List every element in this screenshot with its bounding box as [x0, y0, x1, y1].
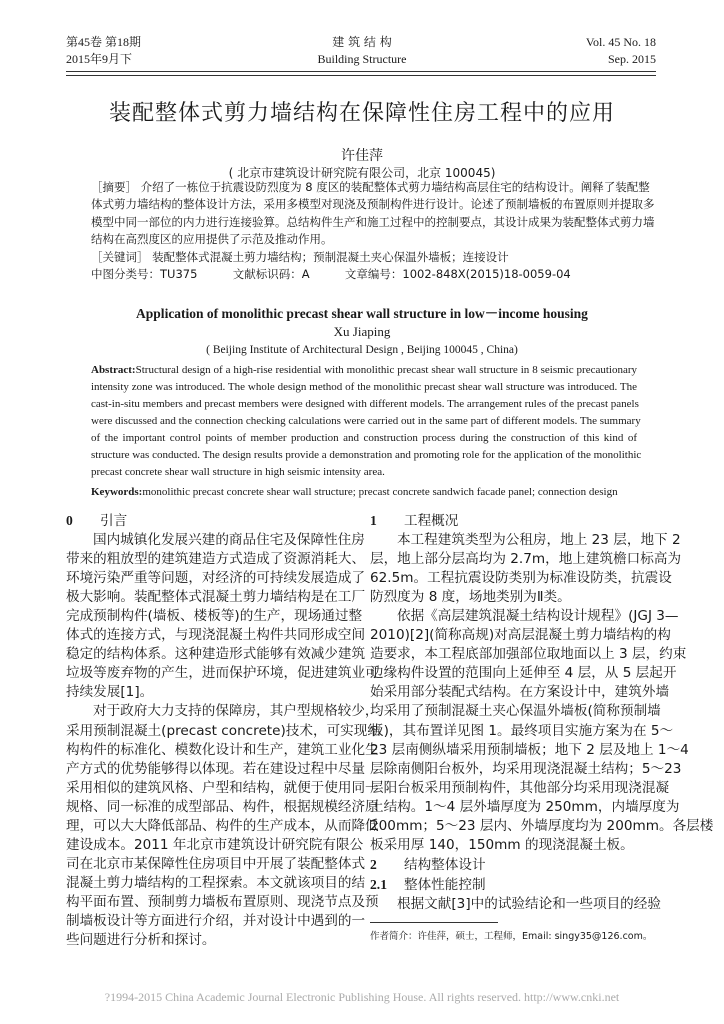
- volume-date: Sep. 2015: [608, 52, 656, 66]
- paragraph-line: 构构件的标准化、模数化设计和生产，建筑工业化生: [66, 741, 379, 758]
- abstract-text: cast-in-situ members and precast members were designed with different models. The arrangement rules of the precast panels: [91, 398, 639, 410]
- journal-name-cn: 建 筑 结 构: [332, 35, 392, 49]
- paragraph-line: 稳定的结构体系。这种建造形式能够有效减少建筑: [66, 646, 366, 663]
- classification: [91, 266, 637, 283]
- journal-name: [262, 34, 462, 68]
- affiliation-en: ( Beijing Institute of Architectural Design , Beijing 100045 , China): [206, 344, 518, 356]
- paragraph-line: 司在北京市某保障性住房项目中开展了装配整体式: [66, 855, 366, 872]
- paper-title: 装配整体式剪力墙结构在保障性住房工程中的应用: [108, 101, 615, 126]
- paragraph-line: 2010)[2](简称高规)对高层混凝土剪力墙结构的构: [370, 627, 671, 644]
- abstract-line: [91, 362, 637, 379]
- paragraph-line: 造要求，本工程底部加强部位取地面以上 3 层，约束: [370, 646, 687, 663]
- section-number: 0: [66, 513, 73, 528]
- paragraph-line: 理，可以大大降低部品、构件的生产成本，从而降低: [66, 817, 379, 834]
- section-number: 2.1: [370, 876, 387, 892]
- abstract-line: [91, 430, 637, 447]
- header-rule: [66, 71, 656, 72]
- paragraph-line: 土结构。1～4 层外墙厚度为 250mm，内墙厚度为: [370, 798, 680, 815]
- paragraph-line: 体式的连接方式，与现浇混凝土构件共同形成空间: [66, 627, 366, 644]
- paragraph-line: 对于政府大力支持的保障房，其户型规格较少，: [93, 703, 379, 720]
- article-number: 文章编号：1002-848X(2015)18-0059-04: [344, 267, 571, 282]
- section-number: 1: [370, 513, 377, 528]
- paragraph-line: 23 层南侧纵墙采用预制墙板；地下 2 层及地上 1～4: [370, 741, 689, 758]
- paragraph-line: 依据《高层建筑混凝土结构设计规程》(JGJ 3—: [397, 608, 679, 625]
- abstract-text: intensity zone was introduced. The whole design method of the monolithic precast shear wall structure was introduced. The: [91, 381, 637, 393]
- paragraph-line: 层除南侧阳台板外，均采用现浇混凝土结构；5～23: [370, 760, 682, 777]
- abstract-label: Abstract:: [91, 364, 136, 376]
- paragraph-line: 根据文献[3]中的试验结论和一些项目的经验: [397, 895, 661, 912]
- abstract-line: 结构在高烈度区的应用提供了示范及推动作用。: [91, 232, 333, 247]
- paragraph-line: 层阳台板采用预制构件，其他部分均采用现浇混凝: [370, 779, 670, 796]
- paragraph-line: 防烈度为 8 度，场地类别为Ⅱ类。: [370, 589, 571, 606]
- section-heading: [370, 511, 655, 531]
- paragraph-line: 板采用厚 140，150mm 的现浇混凝土板。: [370, 836, 634, 853]
- abstract-en: [91, 362, 642, 501]
- abstract-line: 模型中同一部位的内力进行连接验算。总结构件生产和施工过程中的控制要点，其设计成果为装配整体式剪力墙: [91, 214, 655, 229]
- paragraph-line: 环境污染严重等问题，对经济的可持续发展造成了: [66, 570, 366, 587]
- keywords-text: monolithic precast concrete shear wall structure; precast concrete sandwich facade panel; connection design: [142, 486, 618, 498]
- journal-name-en: Building Structure: [317, 52, 407, 66]
- abstract-cn: [91, 179, 655, 283]
- paragraph-line: 产方式的优势能够得以体现。若在建设过程中尽量: [66, 760, 366, 777]
- copyright-notice: ?1994-2015 China Academic Journal Electronic Publishing House. All rights reserved. http://www.cnki.net: [104, 990, 620, 1004]
- header-rule: [66, 75, 656, 76]
- paragraph-line: 完成预制构件(墙板、楼板等)的生产，现场通过整: [66, 608, 363, 625]
- author-en: Xu Jiaping: [333, 324, 391, 339]
- paragraph-line: 国内城镇化发展兴建的商品住宅及保障性住房: [93, 532, 365, 549]
- paragraph-line: 均采用了预制混凝土夹心保温外墙板(简称预制墙: [370, 703, 661, 720]
- author-footnote: 作者简介：许佳萍，硕士，工程师，Email: singy35@126.com。: [370, 931, 653, 942]
- section-title: 引言: [100, 513, 128, 529]
- section-title: 工程概况: [404, 513, 459, 529]
- issue-info: [66, 34, 141, 68]
- paragraph-line: 混凝土剪力墙结构的工程探索。本文就该项目的结: [66, 874, 366, 891]
- paragraph-line: 构平面布置、预制剪力墙板布置原则、现浇节点及预: [66, 893, 379, 910]
- paragraph-line: 制墙板设计等方面进行介绍，并对设计中遇到的一: [66, 912, 366, 929]
- paragraph-line: 层，地上部分层高均为 2.7m，地上建筑檐口标高为: [370, 551, 682, 568]
- author: 许佳萍: [341, 148, 383, 164]
- paragraph-line: 200mm；5～23 层内、外墙厚度均为 200mm。各层楼: [370, 817, 714, 834]
- section-heading: [66, 511, 351, 531]
- affiliation: ( 北京市建筑设计研究院有限公司，北京 100045): [228, 166, 496, 180]
- section-heading: [370, 855, 655, 875]
- issue-number: 第45卷 第18期: [66, 35, 142, 49]
- abstract-line: [91, 447, 642, 464]
- section-heading: [370, 875, 655, 895]
- paragraph-line: 采用预制混凝土(precast concrete)技术，可实现结: [66, 722, 381, 739]
- volume-number: Vol. 45 No. 18: [585, 35, 656, 49]
- paragraph-line: 些问题进行分析和探讨。: [66, 932, 216, 949]
- abstract-text: of the important control points of member production and construction process during the construction of this kind of: [91, 432, 637, 444]
- keywords-en: [91, 484, 637, 501]
- abstract-line: [91, 379, 637, 396]
- abstract-line: [91, 396, 637, 413]
- abstract-text: precast concrete shear wall structure in high seismic intensity area.: [91, 466, 385, 478]
- keywords-label: Keywords:: [91, 486, 143, 498]
- issue-date: 2015年9月下: [66, 52, 133, 66]
- paragraph-line: 带来的粗放型的建筑建造方式造成了资源消耗大、: [66, 551, 366, 568]
- abstract-text: structure was conducted. The design results provide a demonstration and promoting role for the application of the monolithic: [91, 449, 642, 461]
- abstract-line: ［摘要］ 介绍了一栋位于抗震设防烈度为 8 度区的装配整体式剪力墙结构高层住宅的结构设计。阐释了装配整: [91, 180, 650, 194]
- abstract-line: [91, 464, 637, 481]
- footnote-rule: [370, 922, 498, 923]
- volume-info: [586, 34, 656, 68]
- paragraph-line: 极大影响。装配整体式混凝土剪力墙结构是在工厂: [66, 589, 366, 606]
- document-code: 文献标识码：A: [232, 267, 310, 282]
- paragraph-line: 采用相似的建筑风格、户型和结构，就便于使用同一: [66, 779, 379, 796]
- paragraph-line: 始采用部分装配式结构。在方案设计中，建筑外墙: [370, 684, 670, 701]
- paragraph-line: 垃圾等废弃物的产生，进而保护环境，促进建筑业可: [66, 665, 379, 682]
- section-title: 整体性能控制: [404, 876, 486, 893]
- paragraph-line: 板)，其布置详见图 1。最终项目实施方案为在 5～: [370, 722, 674, 739]
- keywords-cn: ［关键词］ 装配整体式混凝土剪力墙结构；预制混凝土夹心保温外墙板；连接设计: [91, 249, 509, 264]
- abstract-text: Structural design of a high-rise residential with monolithic precast shear wall structure in 8 seismic precautionary: [135, 364, 637, 376]
- paragraph-line: 边缘构件设置的范围向上延伸至 4 层，从 5 层起开: [370, 665, 677, 682]
- clc-number: 中图分类号：TU375: [91, 267, 198, 282]
- paragraph-line: 62.5m。工程抗震设防类别为标准设防类，抗震设: [370, 570, 672, 587]
- right-column: [370, 511, 714, 914]
- paragraph-line: 建设成本。2011 年北京市建筑设计研究院有限公: [66, 836, 364, 853]
- abstract-text: were discussed and the connection checking calculations were carried out in the same part of different models. The summary: [91, 415, 641, 427]
- abstract-line: [91, 413, 641, 430]
- paragraph-line: 本工程建筑类型为公租房，地上 23 层，地下 2: [397, 532, 681, 549]
- section-number: 2: [370, 856, 377, 872]
- abstract-line: 体式剪力墙结构的整体设计方法，采用多模型对现浇及预制构件进行设计。论述了预制墙板的布置原则并提取多: [91, 197, 655, 212]
- section-title: 结构整体设计: [404, 856, 486, 873]
- paper-title-en: Application of monolithic precast shear wall structure in low－income housing: [136, 306, 588, 321]
- paragraph-line: 规格、同一标准的成型部品、构件，根据规模经济原: [66, 798, 379, 815]
- paragraph-line: 持续发展[1]。: [66, 684, 154, 701]
